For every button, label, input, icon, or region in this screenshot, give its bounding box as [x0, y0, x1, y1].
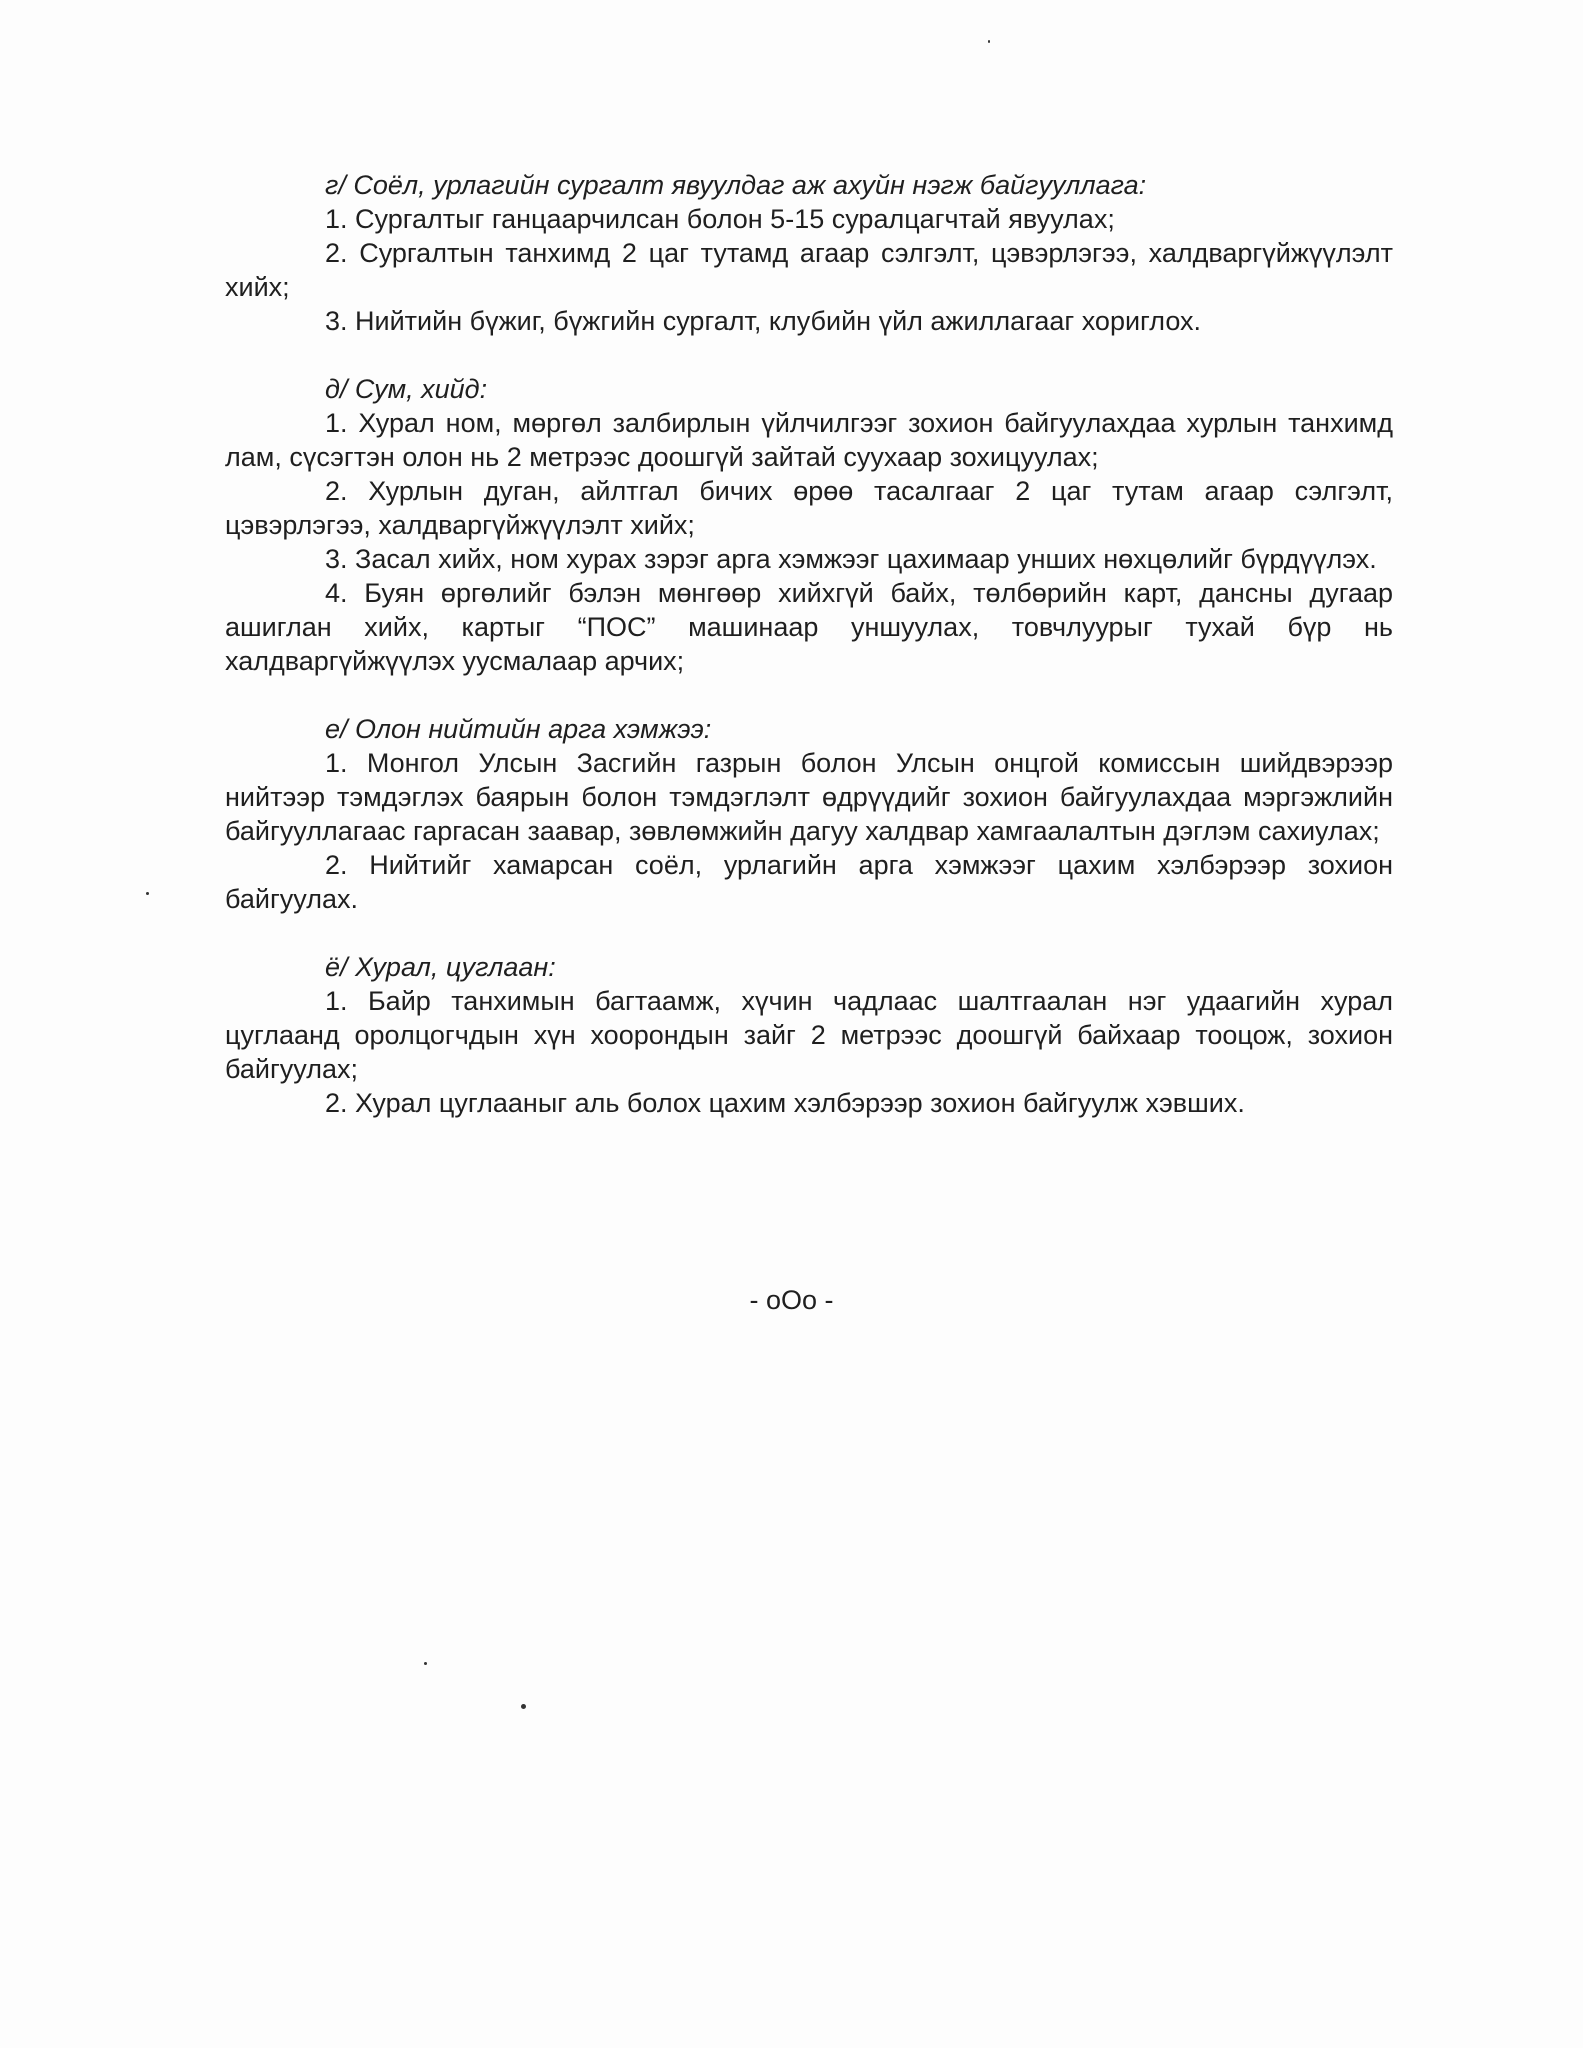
section-temples: [225, 372, 1393, 678]
list-item: 1. Сургалтыг ганцаарчилсан болон 5-15 суралцагчтай явуулах;: [325, 204, 1115, 234]
section-culture-training: [225, 168, 1393, 338]
section-heading: е/ Олон нийтийн арга хэмжээ:: [325, 714, 712, 744]
list-item: 2. Нийтийг хамарсан соёл, урлагийн арга хэмжээг цахим хэлбэрээр зохион байгуулах.: [225, 850, 1393, 914]
section-heading: ё/ Хурал, цуглаан:: [325, 952, 556, 982]
list-item: 2. Сургалтын танхимд 2 цаг тутамд агаар сэлгэлт, цэвэрлэгээ, халдваргүйжүүлэлт хийх;: [225, 238, 1393, 302]
list-item: 2. Хурал цуглааныг аль болох цахим хэлбэрээр зохион байгуулж хэвших.: [325, 1088, 1245, 1118]
document-body: [225, 168, 1393, 1154]
section-public-events: [225, 712, 1393, 916]
list-item: 1. Байр танхимын багтаамж, хүчин чадлаас шалтгаалан нэг удаагийн хурал цуглаанд оролцогчдын хүн хоорондын зайг 2 метрээс доошгүй байхаар тооцож, зохион байгуулах;: [225, 986, 1393, 1084]
list-item: 4. Буян өргөлийг бэлэн мөнгөөр хийхгүй байх, төлбөрийн карт, дансны дугаар ашиглан хийх, картыг “ПОС” машинаар уншуулах, товчлуурыг тухай бүр нь халдваргүйжүүлэх уусмалаар арчих;: [225, 578, 1393, 676]
scan-speck: [521, 1704, 526, 1709]
section-meetings: [225, 950, 1393, 1120]
list-item: 1. Хурал ном, мөргөл залбирлын үйлчилгээг зохион байгуулахдаа хурлын танхимд лам, сүсэгтэн олон нь 2 метрээс доошгүй зайтай суухаар зохицуулах;: [225, 408, 1393, 472]
closing-mark: - оОо -: [749, 1285, 834, 1315]
list-item: 3. Нийтийн бүжиг, бүжгийн сургалт, клубийн үйл ажиллагааг хориглох.: [325, 306, 1202, 336]
scan-speck: [146, 892, 149, 895]
list-item: 1. Монгол Улсын Засгийн газрын болон Улсын онцгой комиссын шийдвэрээр нийтээр тэмдэглэх баярын болон тэмдэглэлт өдрүүдийг зохион байгуулахдаа мэргэжлийн байгууллагаас гаргасан заавар, зөвлөмжийн дагуу халдвар хамгаалалтын дэглэм сахиулах;: [225, 748, 1393, 846]
scan-speck: [988, 40, 990, 43]
section-heading: г/ Соёл, урлагийн сургалт явуулдаг аж ахуйн нэгж байгууллага:: [325, 170, 1147, 200]
section-heading: д/ Сум, хийд:: [325, 374, 488, 404]
scan-speck: [424, 1662, 427, 1665]
list-item: 3. Засал хийх, ном хурах зэрэг арга хэмжээг цахимаар унших нөхцөлийг бүрдүүлэх.: [325, 544, 1377, 574]
list-item: 2. Хурлын дуган, айлтгал бичих өрөө тасалгааг 2 цаг тутам агаар сэлгэлт, цэвэрлэгээ, халдваргүйжүүлэлт хийх;: [225, 476, 1393, 540]
